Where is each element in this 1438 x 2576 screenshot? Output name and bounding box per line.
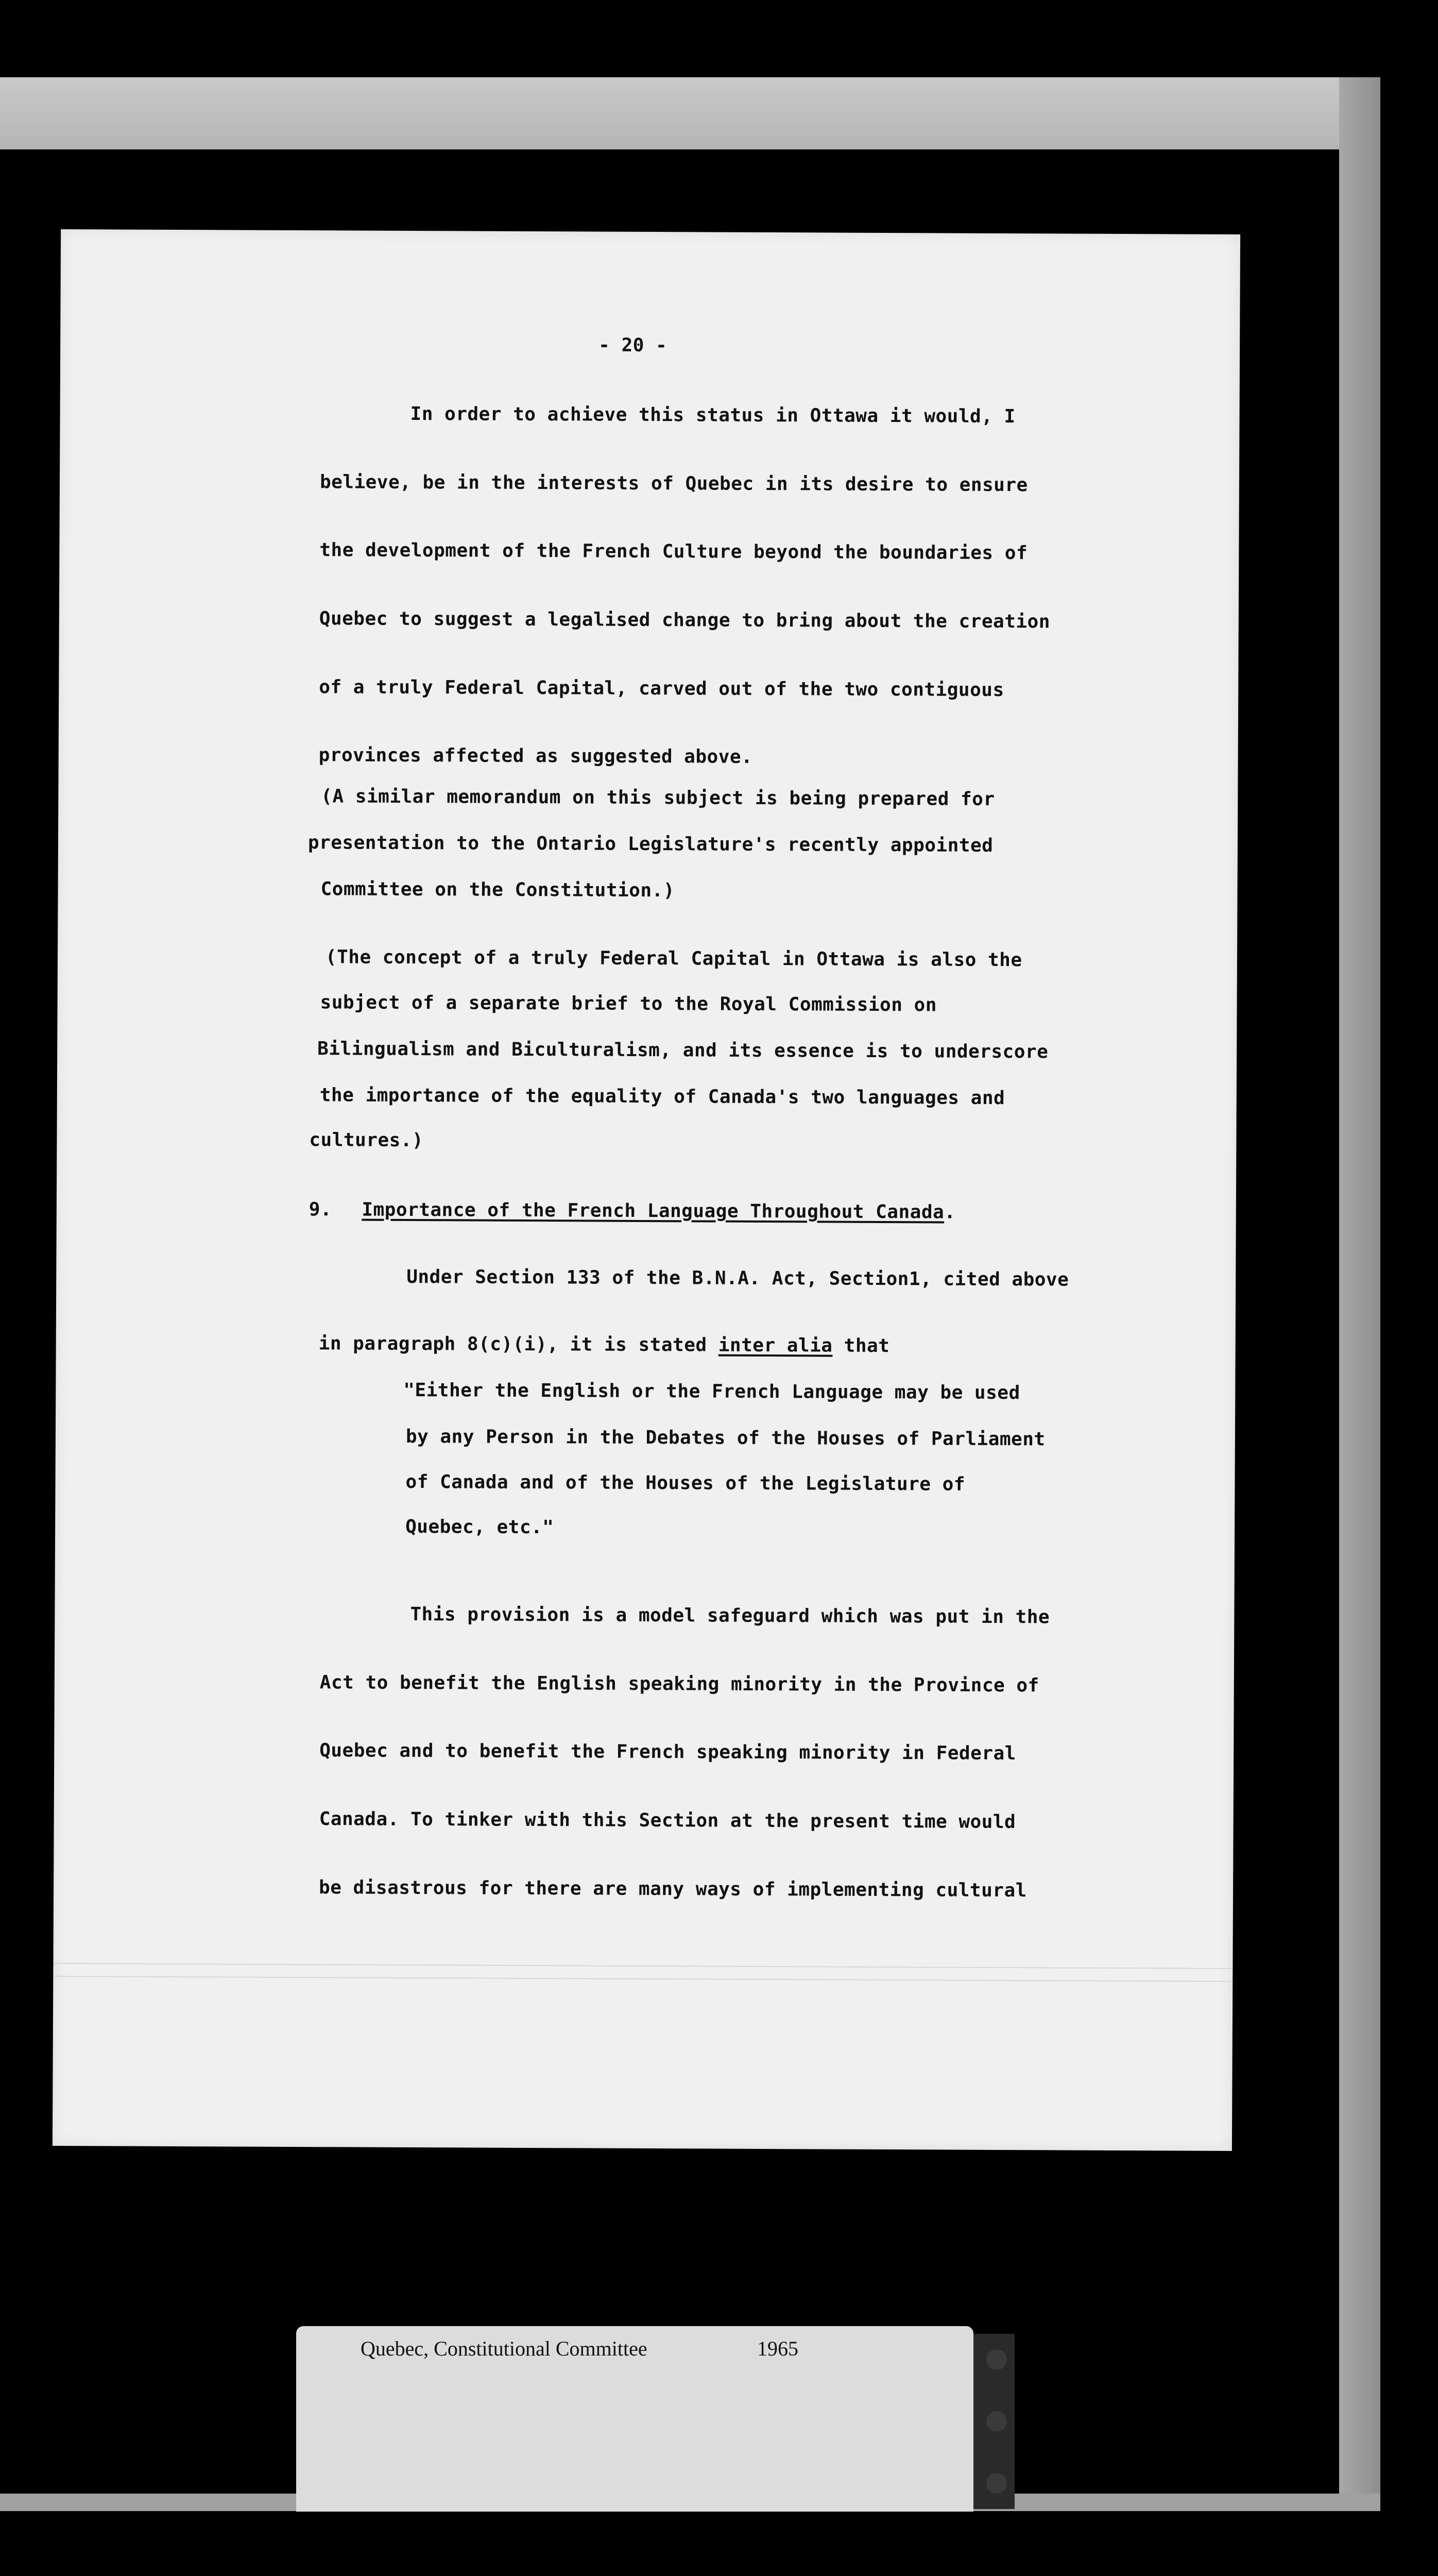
- quote-line: by any Person in the Debates of the Houses of Parliament: [405, 1426, 1046, 1450]
- text-line: Act to benefit the English speaking minority in the Province of: [319, 1672, 1039, 1697]
- text-line: provinces affected as suggested above.: [318, 744, 753, 768]
- text-line: Bilingualism and Biculturalism, and its essence is to underscore: [317, 1038, 1049, 1063]
- text-line: Quebec and to benefit the French speaking minority in Federal: [319, 1740, 1016, 1765]
- archive-label-year: 1965: [757, 2337, 798, 2360]
- text-line: be disastrous for there are many ways of implementing cultural: [318, 1877, 1027, 1902]
- page-number: - 20 -: [598, 334, 667, 357]
- quote-line: "Either the English or the French Language may be used: [403, 1379, 1020, 1404]
- text-line: [319, 1333, 890, 1357]
- text-line: subject of a separate brief to the Royal Commission on: [320, 992, 937, 1016]
- archive-label-card: [296, 2326, 973, 2512]
- sprocket-hole: [986, 2473, 1007, 2494]
- text-line: (The concept of a truly Federal Capital in Ottawa is also the: [325, 946, 1022, 971]
- text-line: (A similar memorandum on this subject is being prepared for: [321, 786, 995, 810]
- text-line: Quebec to suggest a legalised change to bring about the creation: [319, 608, 1051, 633]
- quote-line: of Canada and of the Houses of the Legislature of: [405, 1471, 966, 1495]
- sprocket-hole: [986, 2349, 1007, 2370]
- text-span: in paragraph 8(c)(i), it is stated: [318, 1333, 718, 1356]
- text-line: the importance of the equality of Canada's two languages and: [319, 1084, 1005, 1109]
- text-line: the development of the French Culture beyond the boundaries of: [319, 539, 1028, 564]
- text-line: Under Section 133 of the B.N.A. Act, Section1, cited above: [406, 1266, 1069, 1291]
- text-span: that: [832, 1335, 890, 1357]
- text-line: In order to achieve this status in Ottawa it would, I: [410, 403, 1016, 428]
- quote-line: Quebec, etc.": [405, 1516, 554, 1538]
- film-right-strip: [1339, 77, 1380, 2509]
- text-line: believe, be in the interests of Quebec in its desire to ensure: [319, 471, 1028, 496]
- section-title-period: .: [944, 1201, 956, 1223]
- section-title: Importance of the French Language Throughout Canada: [362, 1199, 945, 1223]
- text-line: cultures.): [309, 1129, 424, 1151]
- section-heading: [309, 1199, 956, 1223]
- inter-alia: inter alia: [718, 1334, 833, 1357]
- sprocket-hole: [986, 2411, 1007, 2432]
- document-page: [53, 229, 1240, 2151]
- text-line: Canada. To tinker with this Section at the present time would: [319, 1808, 1016, 1833]
- page-fold-line: [53, 1963, 1232, 1969]
- page-fold-line: [53, 1976, 1232, 1982]
- section-number: 9.: [309, 1199, 332, 1221]
- film-top-strip: [0, 77, 1380, 149]
- text-line: This provision is a model safeguard which was put in the: [410, 1604, 1050, 1628]
- text-line: of a truly Federal Capital, carved out of the two contiguous: [319, 676, 1004, 701]
- text-line: presentation to the Ontario Legislature's recently appointed: [307, 832, 994, 856]
- archive-label-title: Quebec, Constitutional Committee: [361, 2337, 647, 2360]
- text-line: Committee on the Constitution.): [320, 878, 675, 902]
